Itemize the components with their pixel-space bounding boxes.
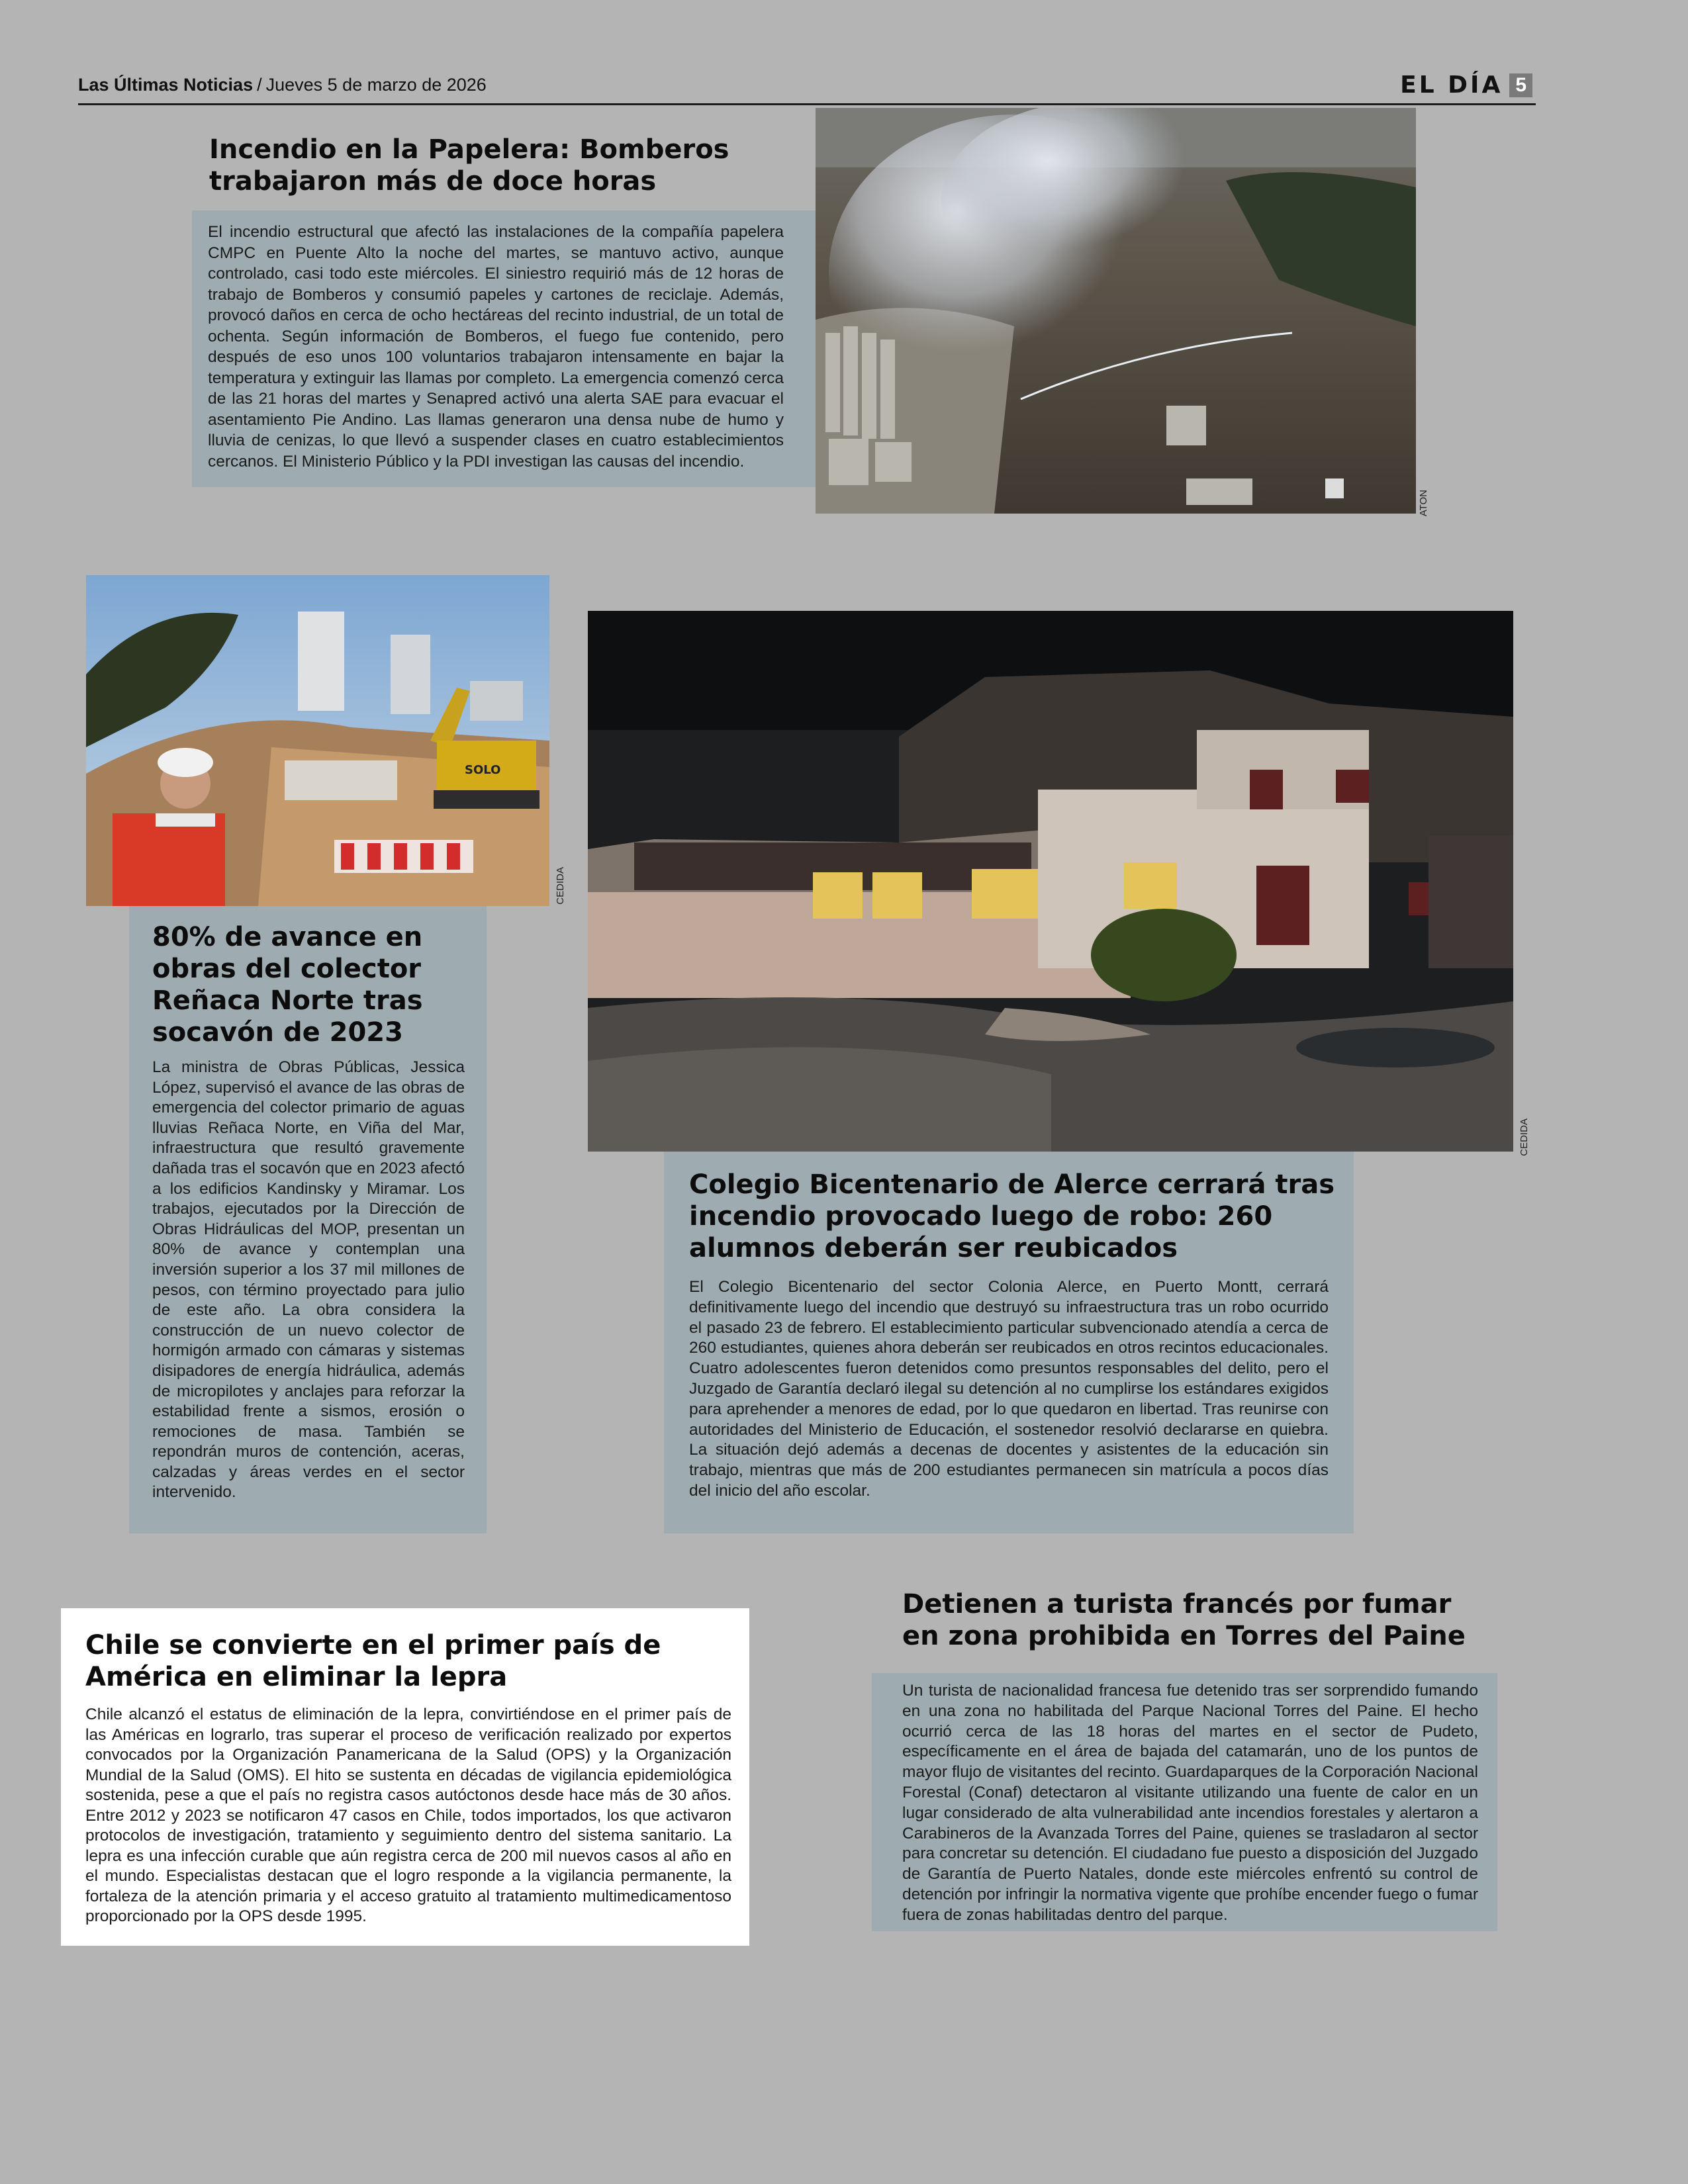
colector-worksite-photo [86, 575, 549, 906]
colegio-headline: Colegio Bicentenario de Alerce cerrará tras incendio provocado luego de robo: 260 alumnos deberán ser reubicados [689, 1169, 1335, 1263]
excavator-brand-label [465, 763, 500, 777]
masthead-section [1400, 71, 1532, 99]
colector-photo-credit: CEDIDA [555, 867, 566, 905]
publication-name: Las Últimas Noticias [78, 75, 254, 95]
publication-date: Jueves 5 de marzo de 2026 [265, 75, 487, 95]
excavator-brand-text: SOLO [465, 763, 501, 777]
colegio-body: El Colegio Bicentenario del sector Colonia Alerce, en Puerto Montt, cerrará definitivamente luego del incendio que destruyó su infraestructura tras un robo ocurrido el pasado 23 de febrero. El establecimiento particular subvencionado atendía a cerca de 260 estudiantes, quienes ahora deberán ser reubicados en otros recintos educacionales. Cuatro adolescentes fueron detenidos como presuntos responsables del delito, pero el Juzgado de Garantía declaró ilegal su detención al no cumplirse los estándares exigidos para aprehender a menores de edad, por lo que quedaron en libertad. Tras reunirse con autoridades del Ministerio de Educación, el sostenedor resolvió declararse en quiebra. La situación dejó además a decenas de docentes y asistentes de la educación sin trabajo, mientras que más de 200 estudiantes permanecen sin matrícula a pocos días del inicio del año escolar. [689, 1278, 1329, 1500]
papelera-fire-photo [816, 108, 1416, 514]
lepra-headline: Chile se convierte en el primer país de América en eliminar la lepra [85, 1630, 661, 1692]
masthead-publication-line [78, 75, 487, 95]
page-number: 5 [1509, 73, 1532, 97]
colegio-photo-credit: CEDIDA [1519, 1118, 1530, 1156]
section-name: EL DÍA [1400, 71, 1503, 99]
turista-body: Un turista de nacionalidad francesa fue detenido tras ser sorprendido fumando en una zona no habilitada del Parque Nacional Torres del Paine. El hecho ocurrió cerca de las 18 horas del martes en el sector de Pudeto, específicamente en el área de bajada del catamarán, uno de los puntos de mayor flujo de visitantes del recinto. Guardaparques de la Corporación Nacional Forestal (Conaf) detectaron al visitante utilizando una fuente de calor en un lugar considerado de alta vulnerabilidad ante incendios forestales y alertaron a Carabineros de la Avanzada Torres del Paine, quienes se trasladaron al sector para concretar su detención. El ciudadano fue puesto a disposición del Juzgado de Garantía de Puerto Natales, donde este miércoles enfrentó su control de detención por infringir la normativa vigente que prohíbe encender fuego o fumar fuera de zonas habilitadas dentro del parque. [902, 1682, 1478, 1924]
colector-body: La ministra de Obras Públicas, Jessica López, supervisó el avance de las obras de emergencia del colector primario de aguas lluvias Reñaca Norte, en Viña del Mar, infraestructura que resultó gravemente dañada tras el socavón que en 2023 afectó a los edificios Kandinsky y Miramar. Los trabajos, ejecutados por la Dirección de Obras Hidráulicas del MOP, presentan un 80% de avance y contemplan una inversión superior a los 37 mil millones de pesos, con término proyectado para julio de este año. La obra considera la construcción de un nuevo colector de hormigón armado con cámaras y sistemas disipadores de energía hidráulica, además de micropilotes y anclajes para reforzar la estabilidad frente a sismos, erosión o remociones de masa. También se repondrán muros de contención, aceras, calzadas y áreas verdes en el sector intervenido. [152, 1058, 465, 1502]
colector-headline: 80% de avance en obras del colector Reñaca Norte tras socavón de 2023 [152, 922, 423, 1048]
masthead-separator: / [257, 75, 262, 95]
papelera-headline: Incendio en la Papelera: Bomberos trabajaron más de doce horas [209, 134, 729, 197]
masthead-rule [78, 103, 1536, 105]
papelera-photo-credit: ATON [1418, 490, 1429, 517]
papelera-body: El incendio estructural que afectó las instalaciones de la compañía papelera CMPC en Puente Alto la noche del martes, se mantuvo activo, aunque controlado, casi todo este miércoles. El siniestro requirió más de 12 horas de trabajo de Bomberos y consumió papeles y cartones de reciclaje. Además, provocó daños en cerca de ocho hectáreas del recinto industrial, de un total de ochenta. Según información de Bomberos, el fuego fue contenido, pero después de eso unos 100 voluntarios trabajaron intensamente en bajar la temperatura y extinguir las llamas por completo. La emergencia comenzó cerca de las 21 horas del martes y Senapred activó una alerta SAE para evacuar el asentamiento Pie Andino. Las llamas generaron una densa nube de humo y lluvia de cenizas, lo que llevó a suspender clases en cuatro establecimientos cercanos. El Ministerio Público y la PDI investigan las causas del incendio. [208, 223, 784, 471]
lepra-body: Chile alcanzó el estatus de eliminación de la lepra, convirtiéndose en el primer país de las Américas en lograrlo, tras superar el proceso de verificación realizado por expertos convocados por la Organización Panamericana de la Salud (OPS) y la Organización Mundial de la Salud (OMS). El hito se sustenta en décadas de vigilancia epidemiológica sostenida, pese a que el país no registra casos autóctonos desde hace más de 30 años. Entre 2012 y 2023 se notificaron 47 casos en Chile, todos importados, los que activaron protocolos de investigación, tratamiento y seguimiento dentro del sistema sanitario. La lepra es una infección curable que aún registra cerca de 200 mil nuevos casos al año en el mundo. Especialistas destacan que el logro responde a la vigilancia permanente, la fortaleza de la atención primaria y el acceso gratuito al tratamiento multimedicamentoso proporcionado por la OPS desde 1995. [85, 1706, 731, 1925]
colegio-burned-school-photo [588, 611, 1513, 1152]
turista-headline: Detienen a turista francés por fumar en zona prohibida en Torres del Paine [902, 1589, 1466, 1651]
